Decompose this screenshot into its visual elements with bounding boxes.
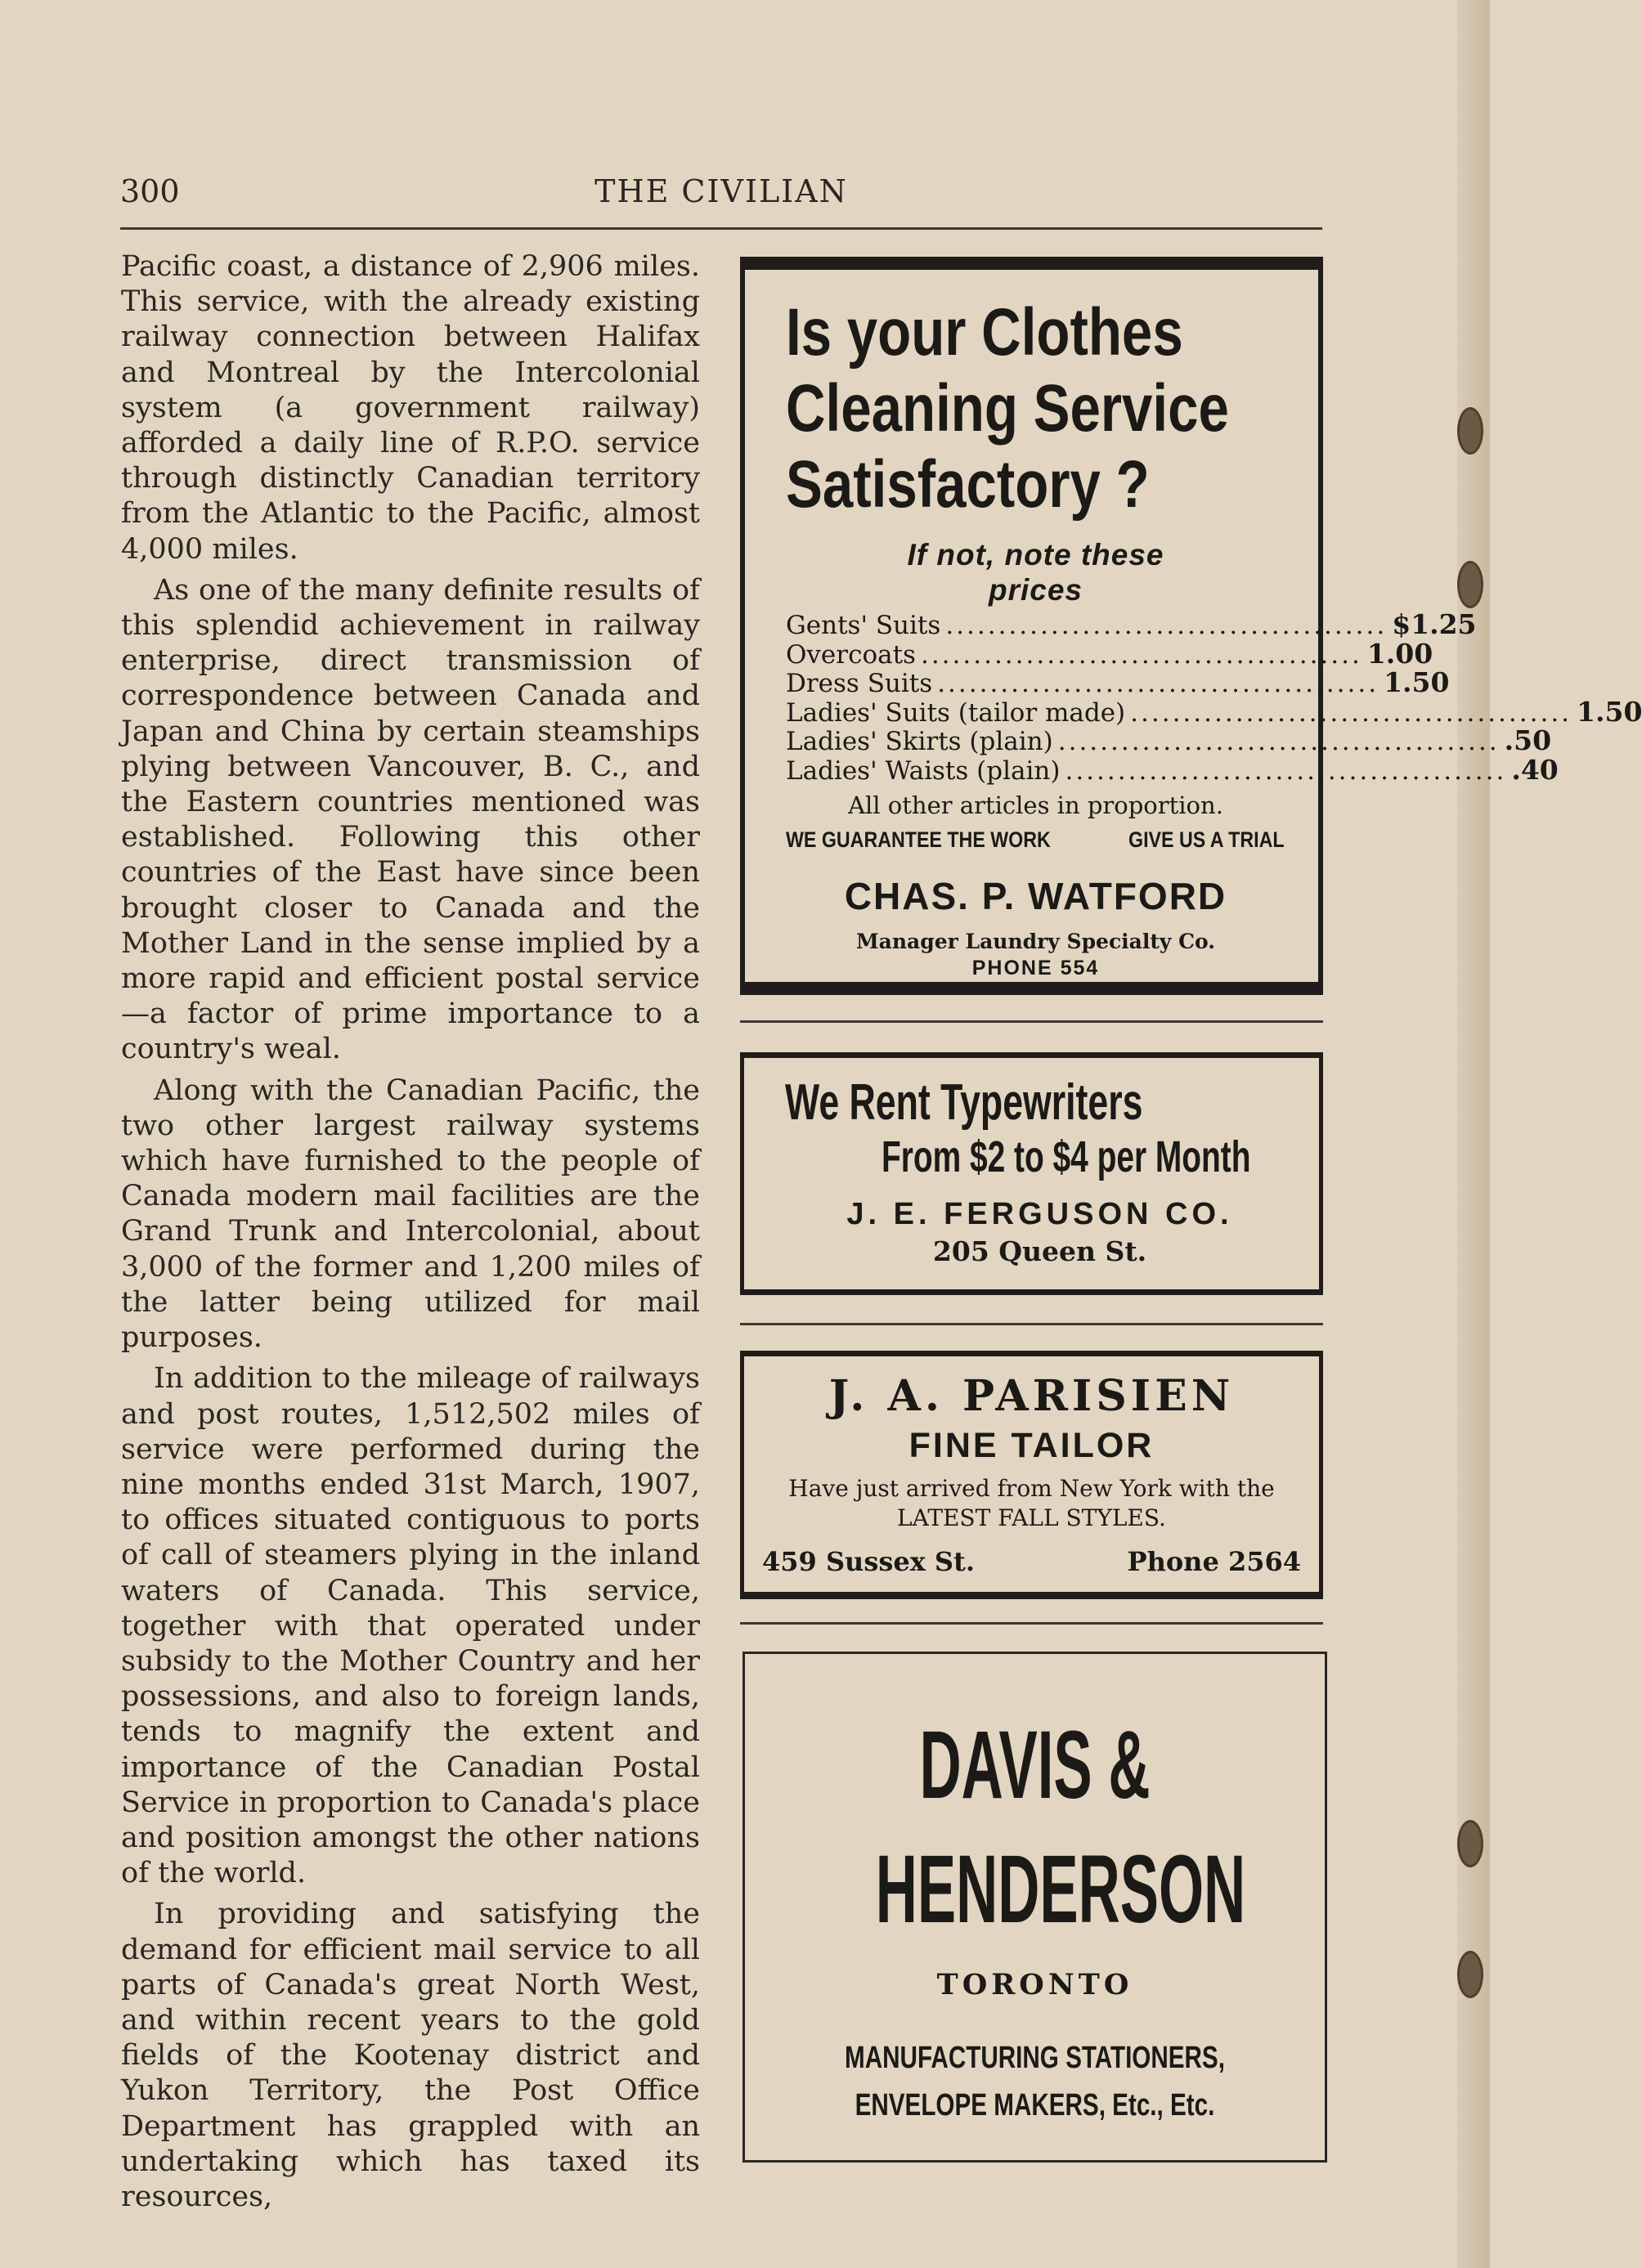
page-header xyxy=(120,173,1322,216)
headline-line: Satisfactory ? xyxy=(786,447,1150,522)
price-row xyxy=(786,608,1477,640)
headline-line: Cleaning Service xyxy=(786,371,1229,446)
price-row xyxy=(786,695,1642,728)
description-line: MANUFACTURING STATIONERS, xyxy=(845,2041,1225,2075)
price-item: Gents' Suits xyxy=(786,611,941,640)
ad-company: J. E. FERGUSON CO. xyxy=(846,1197,1233,1231)
price-row xyxy=(786,724,1552,756)
subhead-line: If not, note these xyxy=(907,538,1164,571)
leader-dots: .......................................... xyxy=(945,611,1388,640)
description-line: ENVELOPE MAKERS, Etc., Etc. xyxy=(855,2088,1215,2122)
article-paragraph: As one of the many definite results of this splendid achievement in railway enterprise, direct transmission of correspondence between Canada and Japan and China by certain steamships plying between Vancouver, B. C., and the Eastern countries mentioned was established. Following this other countries of the East have since been brought closer to Canada and the Mother Land in the sense implied by a more rapid and efficient postal service—a factor of prime importance to a country's weal. xyxy=(121,573,700,1066)
ad-proprietor: J. A. PARISIEN xyxy=(828,1371,1235,1421)
ad-typewriters xyxy=(740,1052,1323,1295)
separator-rule xyxy=(740,1622,1323,1625)
binding-hole xyxy=(1457,407,1483,455)
ad-company-name xyxy=(875,1703,1246,1952)
running-title: THE CIVILIAN xyxy=(594,173,848,209)
subhead-line: prices xyxy=(988,573,1083,607)
company-name-line: HENDERSON xyxy=(875,1835,1246,1943)
price-item: Ladies' Waists (plain) xyxy=(786,755,1061,786)
price-row xyxy=(786,637,1433,670)
article-paragraph: In addition to the mileage of railways and post routes, 1,512,502 miles of service were performed during the nine months ended 31st March, 1907, to offices situated contiguous to ports of call of steamers plying in the inland waters of Canada. This service, together with that operated under subsidy to the Mother Country and her possessions, and also to foreign lands, tends to magnify the extent and importance of the Canadian Postal Service in proportion to Canada's place and position amongst the other nations of the world. xyxy=(121,1362,700,1890)
page-number: 300 xyxy=(120,173,180,209)
leader-dots: .......................................... xyxy=(1130,697,1572,728)
separator-rule xyxy=(740,1323,1323,1325)
ad-headline: We Rent Typewriters xyxy=(785,1074,1143,1131)
leader-dots: .......................................... xyxy=(920,639,1362,670)
binding-hole xyxy=(1457,1951,1483,1998)
leader-dots: .......................................... xyxy=(937,669,1380,698)
article-paragraph: Pacific coast, a distance of 2,906 miles. This service, with the already existing railway connection between Halifax and Montreal by the Intercolonial system (a government railway) afforded a daily line of R.P.O. service through distinctly Canadian territory from the Atlantic to the Pacific, almost 4,000 miles. xyxy=(121,250,700,566)
leader-dots: .......................................... xyxy=(1065,755,1507,786)
company-name-line: DAVIS & xyxy=(919,1711,1151,1819)
ad-headline xyxy=(786,294,1285,522)
price-value: 1.50 xyxy=(1577,695,1642,728)
ad-proprietor: CHAS. P. WATFORD xyxy=(844,875,1227,917)
price-value: .50 xyxy=(1504,724,1552,756)
price-item: Overcoats xyxy=(786,639,916,670)
price-row xyxy=(786,666,1450,698)
ad-clothes-cleaning xyxy=(740,257,1642,995)
ad-text xyxy=(762,1474,1301,1533)
ad-parisien-tailor xyxy=(740,1351,1323,1599)
price-value: .40 xyxy=(1511,753,1559,786)
ad-address: 459 Sussex St. xyxy=(762,1546,975,1577)
tagline-left: WE GUARANTEE THE WORK xyxy=(786,827,1051,852)
ad-phone: PHONE 554 xyxy=(971,957,1100,979)
leader-dots: .......................................... xyxy=(1057,727,1500,756)
price-list xyxy=(786,608,1642,786)
binding-hole xyxy=(1457,1820,1483,1867)
article-paragraph: In providing and satisfying the demand for efficient mail service to all parts of Canada's great North West, and within recent years to the gold fields of the Kootenay district and Yukon Territory, the Post Office Department has grappled with an undertaking which has taxed its resources, xyxy=(121,1898,700,2213)
ad-subhead xyxy=(786,537,1285,607)
ad-davis-henderson xyxy=(742,1652,1327,2163)
price-value: 1.50 xyxy=(1384,666,1450,698)
ad-text-line: Have just arrived from New York with the xyxy=(788,1475,1275,1502)
header-rule xyxy=(120,227,1322,230)
tagline-right: GIVE US A TRIAL xyxy=(1128,827,1285,852)
price-item: Ladies' Suits (tailor made) xyxy=(786,697,1126,728)
ad-text-line: LATEST FALL STYLES. xyxy=(897,1504,1166,1531)
page-edge xyxy=(1457,0,1490,2268)
price-row xyxy=(786,753,1559,786)
ad-city: TORONTO xyxy=(936,1968,1133,2001)
ad-contact xyxy=(762,1546,1301,1577)
ad-role: FINE TAILOR xyxy=(908,1426,1155,1465)
ad-company: Manager Laundry Specialty Co. xyxy=(856,930,1215,953)
price-value: $1.25 xyxy=(1392,608,1477,640)
article-column xyxy=(121,249,700,2215)
ad-note: All other articles in proportion. xyxy=(848,791,1223,819)
binding-hole xyxy=(1457,561,1483,608)
ad-phone: Phone 2564 xyxy=(1127,1546,1301,1577)
article-paragraph: Along with the Canadian Pacific, the two other largest railway systems which have furnished to the people of Canada modern mail facilities are the Grand Trunk and Intercolonial, about 3,000 of the former and 1,200 miles of the latter being utilized for mail purposes. xyxy=(121,1073,700,1355)
ad-address: 205 Queen St. xyxy=(932,1235,1147,1267)
price-value: 1.00 xyxy=(1366,637,1433,670)
headline-line: Is your Clothes xyxy=(786,295,1183,370)
price-item: Ladies' Skirts (plain) xyxy=(786,727,1053,756)
price-item: Dress Suits xyxy=(786,669,933,698)
separator-rule xyxy=(740,1020,1323,1023)
ad-subhead: From $2 to $4 per Month xyxy=(882,1132,1251,1181)
ad-description xyxy=(828,2034,1241,2129)
ad-taglines xyxy=(786,827,1285,853)
